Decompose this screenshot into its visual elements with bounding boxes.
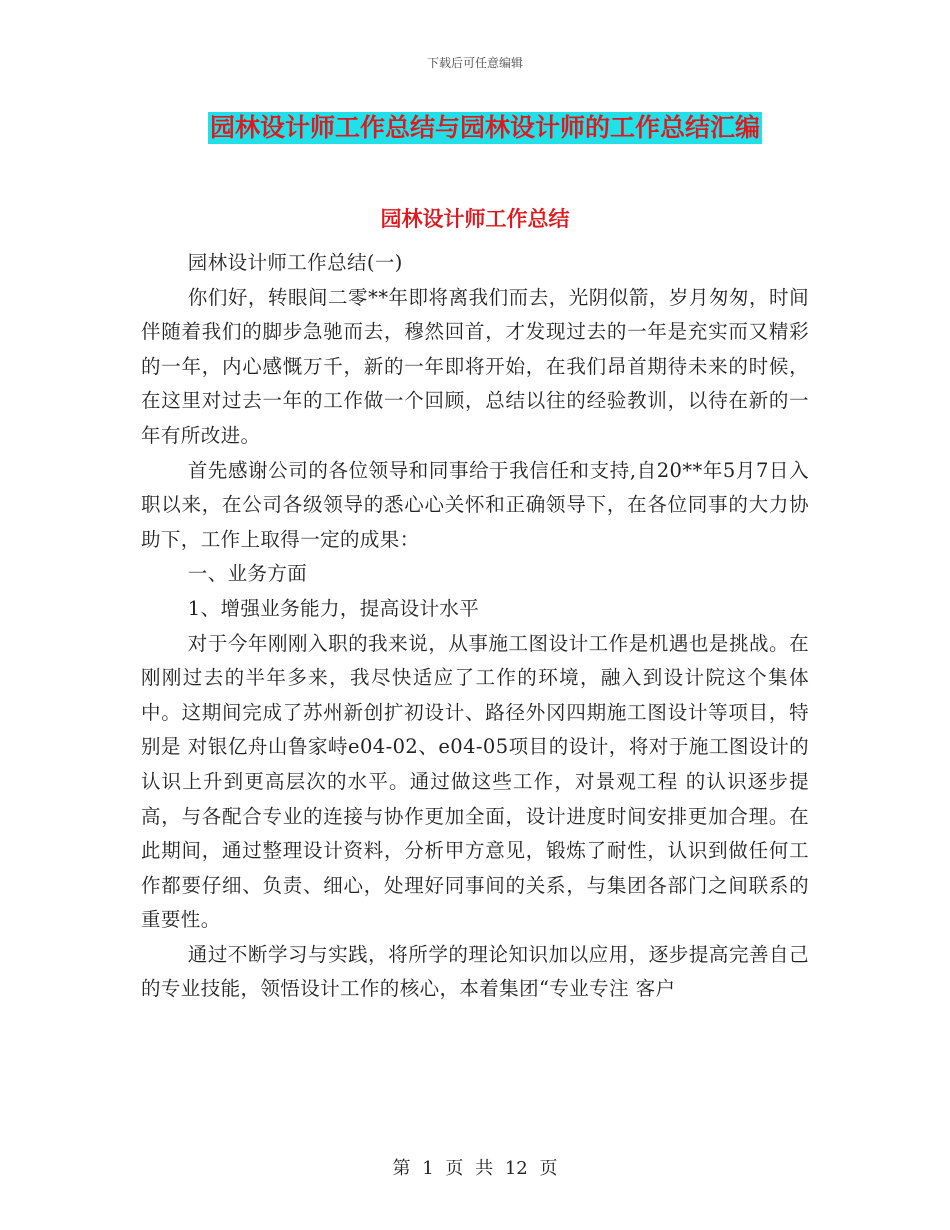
paragraph: 对于今年刚刚入职的我来说，从事施工图设计工作是机遇也是挑战。在刚刚过去的半年多来，我尽快适应了工作的环境，融入到设计院这个集体中。这期间完成了苏州新创扩初设计、路径外冈四期施工图设计等项目，特别是 对银亿舟山鲁家峙e04-02、e04-05项目的设计，将对于施工图设计的认识上升到更高层次的水平。通过做这些工作，对景观工程 的认识逐步提高，与各配合专业的连接与协作更加全面，设计进度时间安排更加合理。在此期间，通过整理设计资料，分析甲方意见，锻炼了耐性，认识到做任何工作都要仔细、负责、细心，处理好同事间的关系，与集团各部门之间联系的重要性。 <box>141 631 809 932</box>
paragraph: 通过不断学习与实践，将所学的理论知识加以应用，逐步提高完善自己的专业技能，领悟设计工作的核心，本着集团“专业专注 客户 <box>141 942 809 1001</box>
document-title: 园林设计师工作总结与园林设计师的工作总结汇编 <box>210 113 761 142</box>
paragraph-subheading: 园林设计师工作总结(一) <box>187 251 403 274</box>
document-body <box>141 224 809 1007</box>
paragraph-heading: 1、增强业务能力，提高设计水平 <box>187 596 480 620</box>
page-footer: 第 1 页 共 12 页 <box>392 1158 558 1179</box>
section-title: 园林设计师工作总结 <box>380 207 570 231</box>
paragraph: 你们好，转眼间二零**年即将离我们而去，光阴似箭，岁月匆匆，时间伴随着我们的脚步急驰而去，穆然回首，才发现过去的一年是充实而又精彩的一年，内心感慨万千，新的一年即将开始，在我们昂首期待未来的时候，在这里对过去一年的工作做一个回顾，总结以往的经验教训，以待在新的一年有所改进。 <box>141 285 809 447</box>
header-note: 下载后可任意编辑 <box>426 56 523 70</box>
paragraph: 首先感谢公司的各位领导和同事给于我信任和支持,自20**年5月7日入职以来，在公司各级领导的悉心心关怀和正确领导下，在各位同事的大力协助下，工作上取得一定的成果： <box>141 458 809 551</box>
paragraph-heading: 一、业务方面 <box>187 562 308 586</box>
